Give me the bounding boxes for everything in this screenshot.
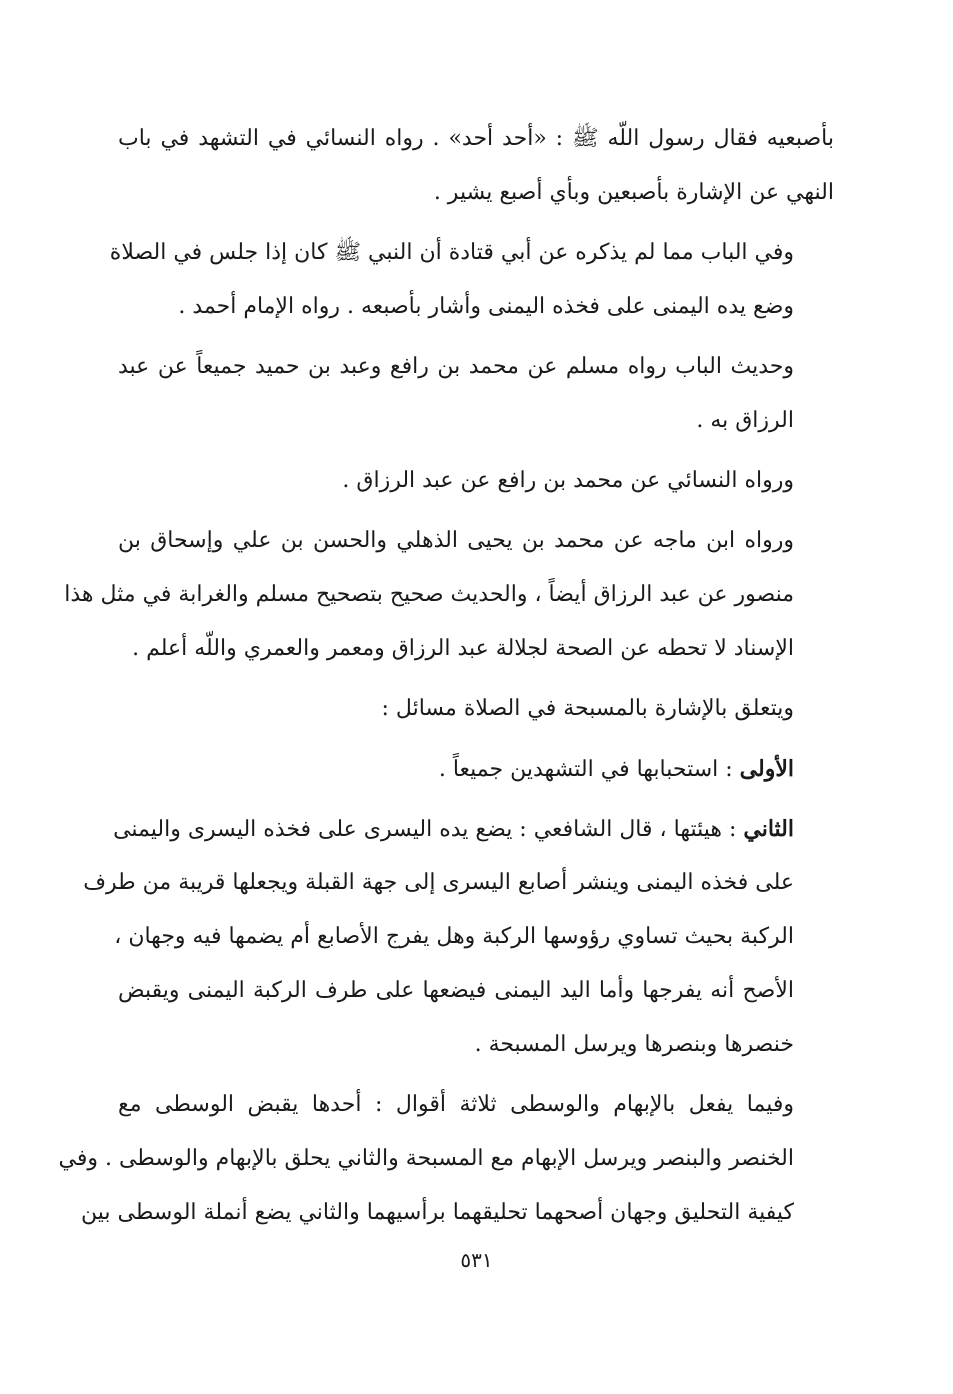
page-body bbox=[58, 112, 834, 1246]
paragraph-p8 bbox=[83, 802, 834, 1072]
text-line: ورواه ابن ماجه عن محمد بن يحيى الذهلي والحسن بن علي وإسحاق بن bbox=[118, 528, 794, 553]
text-line: وضع يده اليمنى على فخذه اليمنى وأشار بأصبعه . رواه الإمام أحمد . bbox=[178, 294, 794, 319]
lead-term: الثاني bbox=[743, 816, 794, 842]
lead-term: الأولى bbox=[739, 756, 794, 782]
paragraph-p6 bbox=[118, 682, 834, 736]
text-line: وفيما يفعل بالإبهام والوسطى ثلاثة أقوال : أحدها يقبض الوسطى مع bbox=[118, 1092, 794, 1117]
paragraph-p1 bbox=[118, 112, 834, 220]
paragraph-p5 bbox=[64, 514, 834, 676]
page-number: ٥٣١ bbox=[460, 1248, 493, 1272]
text-line: بأصبعيه فقال رسول اللّه ﷺ : «أحد أحد» . رواه النسائي في التشهد في باب bbox=[118, 126, 834, 151]
paragraph-p3 bbox=[118, 340, 834, 448]
text-line: الخنصر والبنصر ويرسل الإبهام مع المسبحة والثاني يحلق بالإبهام والوسطى . وفي bbox=[58, 1146, 794, 1171]
lead-rest: : استحبابها في التشهدين جميعاً . bbox=[438, 757, 740, 782]
text-line: كيفية التحليق وجهان أصحهما تحليقهما برأسيهما والثاني يضع أنملة الوسطى بين bbox=[81, 1200, 794, 1225]
text-line: الإسناد لا تحطه عن الصحة لجلالة عبد الرزاق ومعمر والعمري واللّه أعلم . bbox=[132, 636, 794, 661]
text-line: منصور عن عبد الرزاق أيضاً ، والحديث صحيح بتصحيح مسلم والغرابة في مثل هذا bbox=[64, 582, 794, 607]
lead-rest: : هيئتها ، قال الشافعي : يضع يده اليسرى على فخذه اليسرى واليمنى bbox=[113, 817, 744, 842]
paragraph-p2 bbox=[109, 226, 834, 334]
text-line: الركبة بحيث تساوي رؤوسها الركبة وهل يفرج الأصابع أم يضمها فيه وجهان ، bbox=[114, 924, 794, 949]
text-line: وفي الباب مما لم يذكره عن أبي قتادة أن النبي ﷺ كان إذا جلس في الصلاة bbox=[109, 240, 794, 265]
text-line bbox=[118, 742, 834, 796]
text-line: على فخذه اليمنى وينشر أصابع اليسرى إلى جهة القبلة ويجعلها قريبة من طرف bbox=[83, 870, 794, 895]
text-line: النهي عن الإشارة بأصبعين وبأي أصبع يشير . bbox=[433, 180, 834, 205]
text-line: خنصرها وبنصرها ويرسل المسبحة . bbox=[474, 1032, 794, 1057]
text-line bbox=[113, 802, 834, 856]
text-line: الرزاق به . bbox=[696, 408, 794, 433]
text-line: الأصح أنه يفرجها وأما اليد اليمنى فيضعها على طرف الركبة اليمنى ويقبض bbox=[118, 978, 794, 1003]
paragraph-p9 bbox=[58, 1078, 834, 1240]
text-line: وحديث الباب رواه مسلم عن محمد بن رافع وعبد بن حميد جميعاً عن عبد bbox=[118, 354, 794, 379]
paragraph-p4 bbox=[118, 454, 834, 508]
text-line: ويتعلق بالإشارة بالمسبحة في الصلاة مسائل : bbox=[381, 696, 794, 721]
text-line: ورواه النسائي عن محمد بن رافع عن عبد الرزاق . bbox=[342, 468, 794, 493]
paragraph-p7 bbox=[118, 742, 834, 796]
